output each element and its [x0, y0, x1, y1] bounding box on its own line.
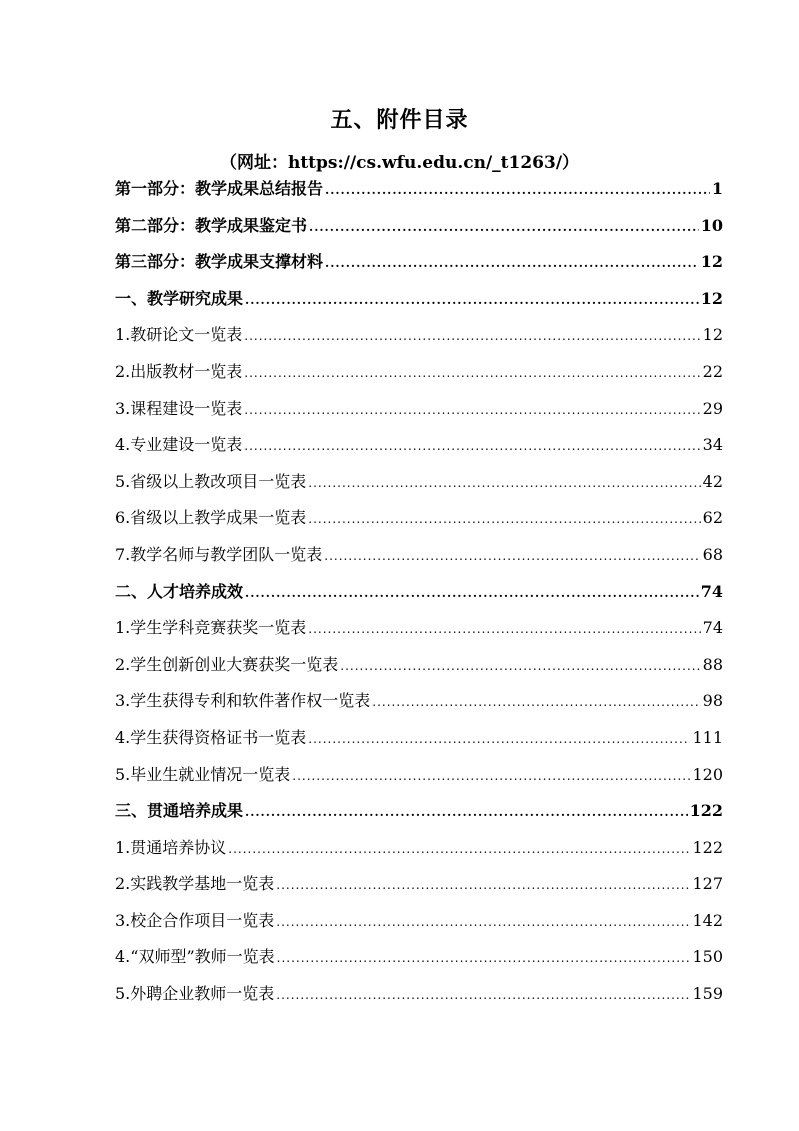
toc-entry[interactable] [115, 432, 723, 469]
toc-entry-label: 5.外聘企业教师一览表 [115, 984, 275, 1004]
toc-entry[interactable] [115, 579, 723, 616]
toc-leader-dots [292, 769, 690, 783]
toc-entry-label: 1.学生学科竞赛获奖一览表 [115, 618, 307, 638]
url-line: （网址：https://cs.wfu.edu.cn/_t1263/） [219, 153, 580, 173]
toc-entry-page: 120 [692, 764, 723, 784]
toc-leader-dots [308, 732, 690, 746]
toc-entry-page: 62 [702, 508, 723, 528]
toc-entry-page: 12 [702, 325, 723, 345]
toc-entry[interactable] [115, 469, 723, 506]
toc-entry-page: 127 [692, 874, 723, 894]
toc-entry-label: 1.教研论文一览表 [115, 325, 243, 345]
toc-entry-page: 34 [702, 435, 723, 455]
toc-entry-label: 2.学生创新创业大赛获奖一览表 [115, 654, 339, 674]
toc-entry[interactable] [115, 762, 723, 799]
toc-leader-dots [308, 476, 700, 490]
toc-leader-dots [244, 439, 700, 453]
toc-entry[interactable] [115, 249, 723, 286]
toc-entry-page: 74 [700, 581, 723, 601]
toc-leader-dots [308, 622, 700, 636]
toc-entry-page: 42 [702, 471, 723, 491]
toc-leader-dots [277, 951, 691, 965]
toc-entry-label: 3.课程建设一览表 [115, 398, 243, 418]
toc-entry-label: 1.贯通培养协议 [115, 837, 227, 857]
toc-leader-dots [228, 842, 690, 856]
toc-entry-page: 122 [692, 837, 723, 857]
toc-entry-page: 142 [692, 910, 723, 930]
toc-entry-page: 74 [702, 618, 723, 638]
toc-entry-label: 三、贯通培养成果 [115, 801, 244, 821]
toc-entry-page: 159 [692, 984, 723, 1004]
toc-leader-dots [276, 915, 690, 929]
toc-entry-label: 4.“双师型”教师一览表 [115, 947, 275, 967]
toc-entry[interactable] [115, 359, 723, 396]
toc-entry-label: 4.学生获得资格证书一览表 [115, 727, 307, 747]
toc-entry[interactable] [115, 835, 723, 872]
toc-leader-dots [325, 256, 699, 270]
toc-leader-dots [276, 988, 690, 1002]
toc-entry[interactable] [115, 176, 723, 213]
toc-leader-dots [324, 549, 700, 563]
toc-entry[interactable] [115, 505, 723, 542]
page-title: 五、附件目录 [330, 107, 469, 133]
toc-entry[interactable] [115, 213, 723, 250]
toc-entry-label: 3.学生获得专利和软件著作权一览表 [115, 691, 371, 711]
table-of-contents [115, 176, 723, 1018]
toc-entry[interactable] [115, 871, 723, 908]
toc-leader-dots [244, 403, 700, 417]
toc-entry-page: 29 [702, 398, 723, 418]
toc-entry-label: 5.毕业生就业情况一览表 [115, 764, 291, 784]
toc-entry-label: 6.省级以上教学成果一览表 [115, 508, 307, 528]
toc-leader-dots [372, 695, 700, 709]
toc-entry[interactable] [115, 981, 723, 1018]
toc-entry[interactable] [115, 725, 723, 762]
toc-entry-label: 4.专业建设一览表 [115, 435, 243, 455]
toc-leader-dots [276, 878, 690, 892]
toc-entry-page: 111 [692, 727, 723, 747]
toc-entry-label: 第二部分：教学成果鉴定书 [115, 215, 308, 235]
toc-entry-label: 7.教学名师与教学团队一览表 [115, 544, 323, 564]
toc-entry[interactable] [115, 908, 723, 945]
toc-entry-page: 10 [700, 215, 723, 235]
toc-entry-page: 22 [702, 361, 723, 381]
toc-entry-page: 122 [689, 801, 723, 821]
toc-entry[interactable] [115, 286, 723, 323]
toc-entry-label: 2.实践教学基地一览表 [115, 874, 275, 894]
toc-entry[interactable] [115, 688, 723, 725]
toc-entry-label: 第一部分：教学成果总结报告 [115, 179, 324, 198]
toc-entry[interactable] [115, 322, 723, 359]
toc-entry-page: 88 [702, 654, 723, 674]
toc-leader-dots [244, 329, 700, 343]
toc-leader-dots [245, 586, 699, 600]
toc-entry[interactable] [115, 798, 723, 835]
toc-leader-dots [325, 183, 710, 197]
toc-entry-label: 5.省级以上教改项目一览表 [115, 471, 307, 491]
toc-entry[interactable] [115, 542, 723, 579]
toc-entry-page: 150 [692, 947, 723, 967]
toc-entry[interactable] [115, 652, 723, 689]
toc-entry-page: 12 [700, 252, 723, 272]
toc-entry-page: 68 [702, 544, 723, 564]
toc-entry-label: 二、人才培养成效 [115, 581, 244, 601]
toc-entry[interactable] [115, 396, 723, 433]
toc-entry-label: 一、教学研究成果 [115, 288, 244, 308]
toc-leader-dots [245, 805, 688, 819]
toc-entry-label: 2.出版教材一览表 [115, 361, 243, 381]
toc-entry-label: 第三部分：教学成果支撑材料 [115, 252, 324, 272]
toc-leader-dots [340, 659, 700, 673]
toc-leader-dots [309, 220, 699, 234]
toc-leader-dots [308, 512, 700, 526]
toc-leader-dots [245, 293, 699, 307]
toc-entry[interactable] [115, 944, 723, 981]
toc-entry-page: 1 [711, 179, 723, 198]
toc-leader-dots [244, 366, 700, 380]
toc-entry-label: 3.校企合作项目一览表 [115, 910, 275, 930]
toc-entry[interactable] [115, 615, 723, 652]
toc-entry-page: 98 [702, 691, 723, 711]
toc-entry-page: 12 [700, 288, 723, 308]
